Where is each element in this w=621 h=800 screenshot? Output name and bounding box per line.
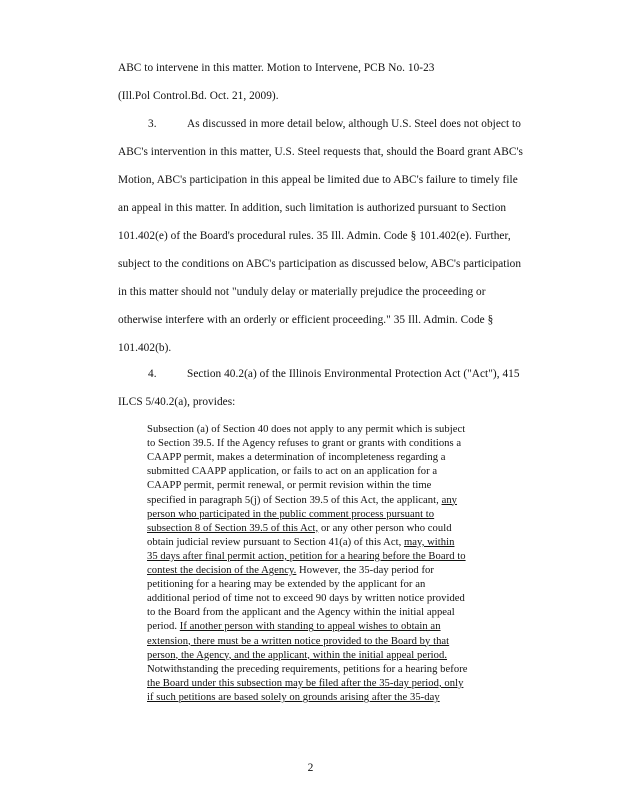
para3-line: 101.402(b). — [118, 342, 172, 354]
quote-text: or any other person who could — [318, 522, 452, 534]
quote-line — [147, 565, 434, 576]
quote-line — [147, 495, 457, 506]
para4-first-line: Section 40.2(a) of the Illinois Environmental Protection Act ("Act"), 415 — [187, 368, 520, 380]
para3-line: ABC's intervention in this matter, U.S. Steel requests that, should the Board grant ABC's — [118, 146, 523, 158]
intro-line-2: (Ill.Pol Control.Bd. Oct. 21, 2009). — [118, 90, 279, 102]
underlined-text: person who participated in the public comment process pursuant to — [147, 508, 435, 520]
quote-line — [147, 593, 465, 604]
underlined-text: any — [441, 494, 458, 506]
quote-line — [147, 664, 468, 675]
para4-number: 4. — [148, 368, 157, 380]
quote-line — [147, 551, 466, 562]
quote-text: additional period of time not to exceed 90 days by written notice provided — [147, 593, 465, 605]
underlined-text: the Board under this subsection may be filed after the 35-day period, only — [147, 677, 464, 689]
quote-line — [147, 523, 452, 534]
quote-line — [147, 480, 431, 491]
quote-text: CAAPP permit, permit renewal, or permit revision within the time — [147, 480, 432, 492]
quote-line — [147, 607, 455, 618]
underlined-text: subsection 8 of Section 39.5 of this Act, — [147, 522, 319, 534]
quote-text: Notwithstanding the preceding requirements, petitions for a hearing before — [147, 663, 468, 675]
quote-line — [147, 452, 446, 463]
para3-line: otherwise interfere with an orderly or efficient proceeding." 35 Ill. Admin. Code § — [118, 314, 494, 326]
para3-line: Motion, ABC's participation in this appeal be limited due to ABC's failure to timely file — [118, 174, 518, 186]
underlined-text: extension, there must be a written notice provided to the Board by that — [147, 635, 450, 647]
quote-text: obtain judicial review pursuant to Section 41(a) of this Act, — [147, 536, 404, 548]
quote-text: to Section 39.5. If the Agency refuses to grant or grants with conditions a — [147, 438, 462, 450]
underlined-text: contest the decision of the Agency. — [147, 565, 297, 576]
quote-text: Subsection (a) of Section 40 does not apply to any permit which is subject — [147, 424, 466, 435]
quote-line — [147, 424, 465, 435]
quote-line — [147, 509, 434, 520]
para3-line: subject to the conditions on ABC's participation as discussed below, ABC's participation — [118, 258, 522, 270]
quote-text: specified in paragraph 5(j) of Section 39.5 of this Act, the applicant, — [147, 494, 442, 506]
para4-second-line: ILCS 5/40.2(a), provides: — [118, 396, 236, 408]
quote-text: to the Board from the applicant and the Agency within the initial appeal — [147, 607, 455, 619]
para3-number: 3. — [148, 118, 157, 130]
quote-line — [147, 621, 441, 632]
quote-text: CAAPP permit, makes a determination of incompleteness regarding a — [147, 452, 446, 464]
underlined-text: 35 days after final permit action, petition for a hearing before the Board to — [147, 550, 466, 562]
quote-line — [147, 650, 447, 661]
quote-line — [147, 537, 454, 548]
quote-line — [147, 692, 440, 703]
underlined-text: may, within — [404, 536, 455, 548]
quote-line — [147, 438, 461, 449]
underlined-text: if such petitions are based solely on grounds arising after the 35-day — [147, 691, 440, 703]
quote-line — [147, 579, 425, 590]
quote-line — [147, 678, 463, 689]
quote-line — [147, 636, 449, 647]
para3-line: in this matter should not "unduly delay or materially prejudice the proceeding or — [118, 286, 486, 298]
para3-line: an appeal in this matter. In addition, such limitation is authorized pursuant to Section — [118, 202, 507, 214]
quote-text: period. — [147, 621, 180, 633]
underlined-text: person, the Agency, and the applicant, within the initial appeal period. — [147, 649, 448, 661]
intro-line-1: ABC to intervene in this matter. Motion to Intervene, PCB No. 10-23 — [118, 62, 435, 74]
quote-line — [147, 466, 437, 477]
quote-text: submitted CAAPP application, or fails to act on an application for a — [147, 466, 438, 478]
page-number: 2 — [307, 762, 314, 774]
para3-first-line: As discussed in more detail below, although U.S. Steel does not object to — [187, 118, 521, 130]
para3-line: 101.402(e) of the Board's procedural rules. 35 Ill. Admin. Code § 101.402(e). Further, — [118, 230, 511, 242]
quote-text: However, the 35-day period for — [296, 565, 434, 576]
underlined-text: If another person with standing to appeal wishes to obtain an — [179, 621, 441, 633]
quote-text: petitioning for a hearing may be extended by the applicant for an — [147, 579, 426, 591]
